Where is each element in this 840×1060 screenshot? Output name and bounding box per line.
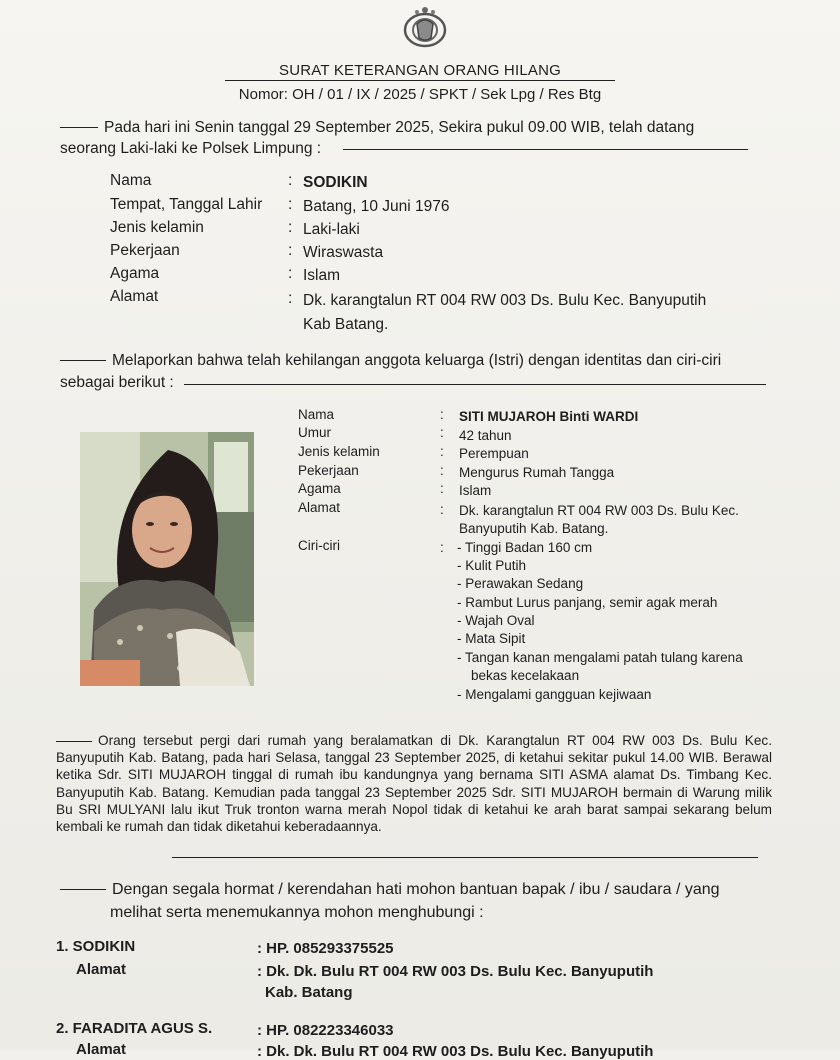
missing-value-gender: Perempuan [459,446,529,461]
reporter-label-birth: Tempat, Tanggal Lahir [110,196,263,213]
missing-label-gender: Jenis kelamin [298,444,380,459]
missing-label-address: Alamat [298,500,341,515]
narrative-text: Orang tersebut pergi dari rumah yang beralamatkan di Dk. Karangtalun RT 004 RW 003 Ds. Bulu Kec. Banyuputih Kab. Batang, pada hari Selasa, tanggal 23 September 2025, di ketahui sekitar pukul 14.00 WIB. Berawal ketika Sdr. SITI MUJAROH tinggal di rumah ibu kandungnya yang bernama SITI ASMA alamat Ds. Timbang Kec. Banyuputih Kab. Batang. Kemudian pada tanggal 23 September 2025 Sdr. SITI MUJAROH bermain di Warung milik Bu SRI MULYANI lalu ikut Truk tronton warna merah Nopol tidak di ketahui ke arah barat sampai sekarang belum kembali ke rumah dan tidak diketahui keberadaannya. [56,733,772,835]
reporter-value-address: Dk. karangtalun RT 004 RW 003 Ds. Bulu Kec. Banyuputih [303,292,707,309]
document-title: SURAT KETERANGAN ORANG HILANG [0,62,840,79]
contact-1-name: 1. SODIKIN [56,938,136,955]
reporter-value-gender: Laki-laki [303,221,360,238]
colon: : [440,425,444,440]
fill-rule [184,384,766,385]
contact-1-address-label: Alamat [76,961,127,978]
missing-value-name: SITI MUJAROH Binti WARDI [459,409,639,424]
missing-label-religion: Agama [298,481,341,496]
trait-item: - Mata Sipit [457,631,526,646]
reporter-value-name: SODIKIN [303,174,368,191]
colon: : [288,242,293,259]
reporter-label-address: Alamat [110,288,159,305]
reporter-label-job: Pekerjaan [110,242,180,259]
missing-label-job: Pekerjaan [298,463,359,478]
colon: : [440,502,444,517]
dash-lead [56,741,92,742]
intro-line-1: Pada hari ini Senin tanggal 29 September 2025, Sekira pukul 09.00 WIB, telah datang [60,117,694,138]
missing-label-traits: Ciri-ciri [298,538,340,553]
contact-1-address-2: Kab. Batang [265,984,353,1001]
appeal-line-1: Dengan segala hormat / kerendahan hati mohon bantuan bapak / ibu / saudara / yang [60,879,720,900]
contact-2-address: : Dk. Dk. Bulu RT 004 RW 003 Ds. Bulu Kec. Banyuputih [257,1043,654,1060]
missing-value-age: 42 tahun [459,428,512,443]
reporter-value-birth: Batang, 10 Juni 1976 [303,198,450,215]
reporter-label-gender: Jenis kelamin [110,219,204,236]
report-line-1: Melaporkan bahwa telah kehilangan anggota keluarga (Istri) dengan identitas dan ciri-ciri [60,350,721,371]
narrative-paragraph [56,732,772,835]
trait-item: - Wajah Oval [457,613,535,628]
dash-lead [60,127,98,128]
contact-1-phone: : HP. 085293375525 [257,940,394,957]
trait-item: - Tangan kanan mengalami patah tulang karena [457,650,743,665]
dash-lead [60,889,106,890]
colon: : [288,219,293,236]
contact-1-address: : Dk. Dk. Bulu RT 004 RW 003 Ds. Bulu Kec. Banyuputih [257,963,654,980]
dash-lead [60,360,106,361]
reporter-value-religion: Islam [303,267,341,284]
colon: : [288,196,293,213]
colon: : [440,540,444,555]
colon: : [440,444,444,459]
colon: : [288,290,293,307]
reporter-label-religion: Agama [110,265,160,282]
trait-item: - Rambut Lurus panjang, semir agak merah [457,595,718,610]
fill-rule [343,149,748,150]
report-line-2: sebagai berikut : [60,374,174,391]
reporter-label-name: Nama [110,172,152,189]
colon: : [440,481,444,496]
contact-2-phone: : HP. 082223346033 [257,1022,394,1039]
colon: : [288,172,293,189]
reporter-value-address-2: Kab Batang. [303,316,389,333]
missing-person-photo [80,432,254,686]
missing-label-name: Nama [298,407,335,422]
missing-label-age: Umur [298,425,331,440]
trait-item: - Perawakan Sedang [457,576,584,591]
trait-item: - Kulit Putih [457,558,527,573]
fill-rule [172,857,758,858]
missing-value-address: Dk. karangtalun RT 004 RW 003 Ds. Bulu Kec. [459,503,739,518]
trait-item: - Tinggi Badan 160 cm [457,540,593,555]
trait-item: bekas kecelakaan [471,668,580,683]
contact-2-address-label: Alamat [76,1041,127,1058]
missing-value-religion: Islam [459,483,492,498]
reporter-value-job: Wiraswasta [303,244,384,261]
appeal-line-2: melihat serta menemukannya mohon menghubungi : [110,904,484,921]
colon: : [440,463,444,478]
missing-value-address-2: Banyuputih Kab. Batang. [459,521,609,536]
contact-2-name: 2. FARADITA AGUS S. [56,1020,213,1037]
missing-value-job: Mengurus Rumah Tangga [459,465,615,480]
colon: : [288,265,293,282]
police-emblem-icon [393,2,457,54]
document-number: Nomor: OH / 01 / IX / 2025 / SPKT / Sek Lpg / Res Btg [238,86,602,103]
trait-item: - Mengalami gangguan kejiwaan [457,687,652,702]
intro-line-2: seorang Laki-laki ke Polsek Limpung : [60,140,322,157]
colon: : [440,407,444,422]
